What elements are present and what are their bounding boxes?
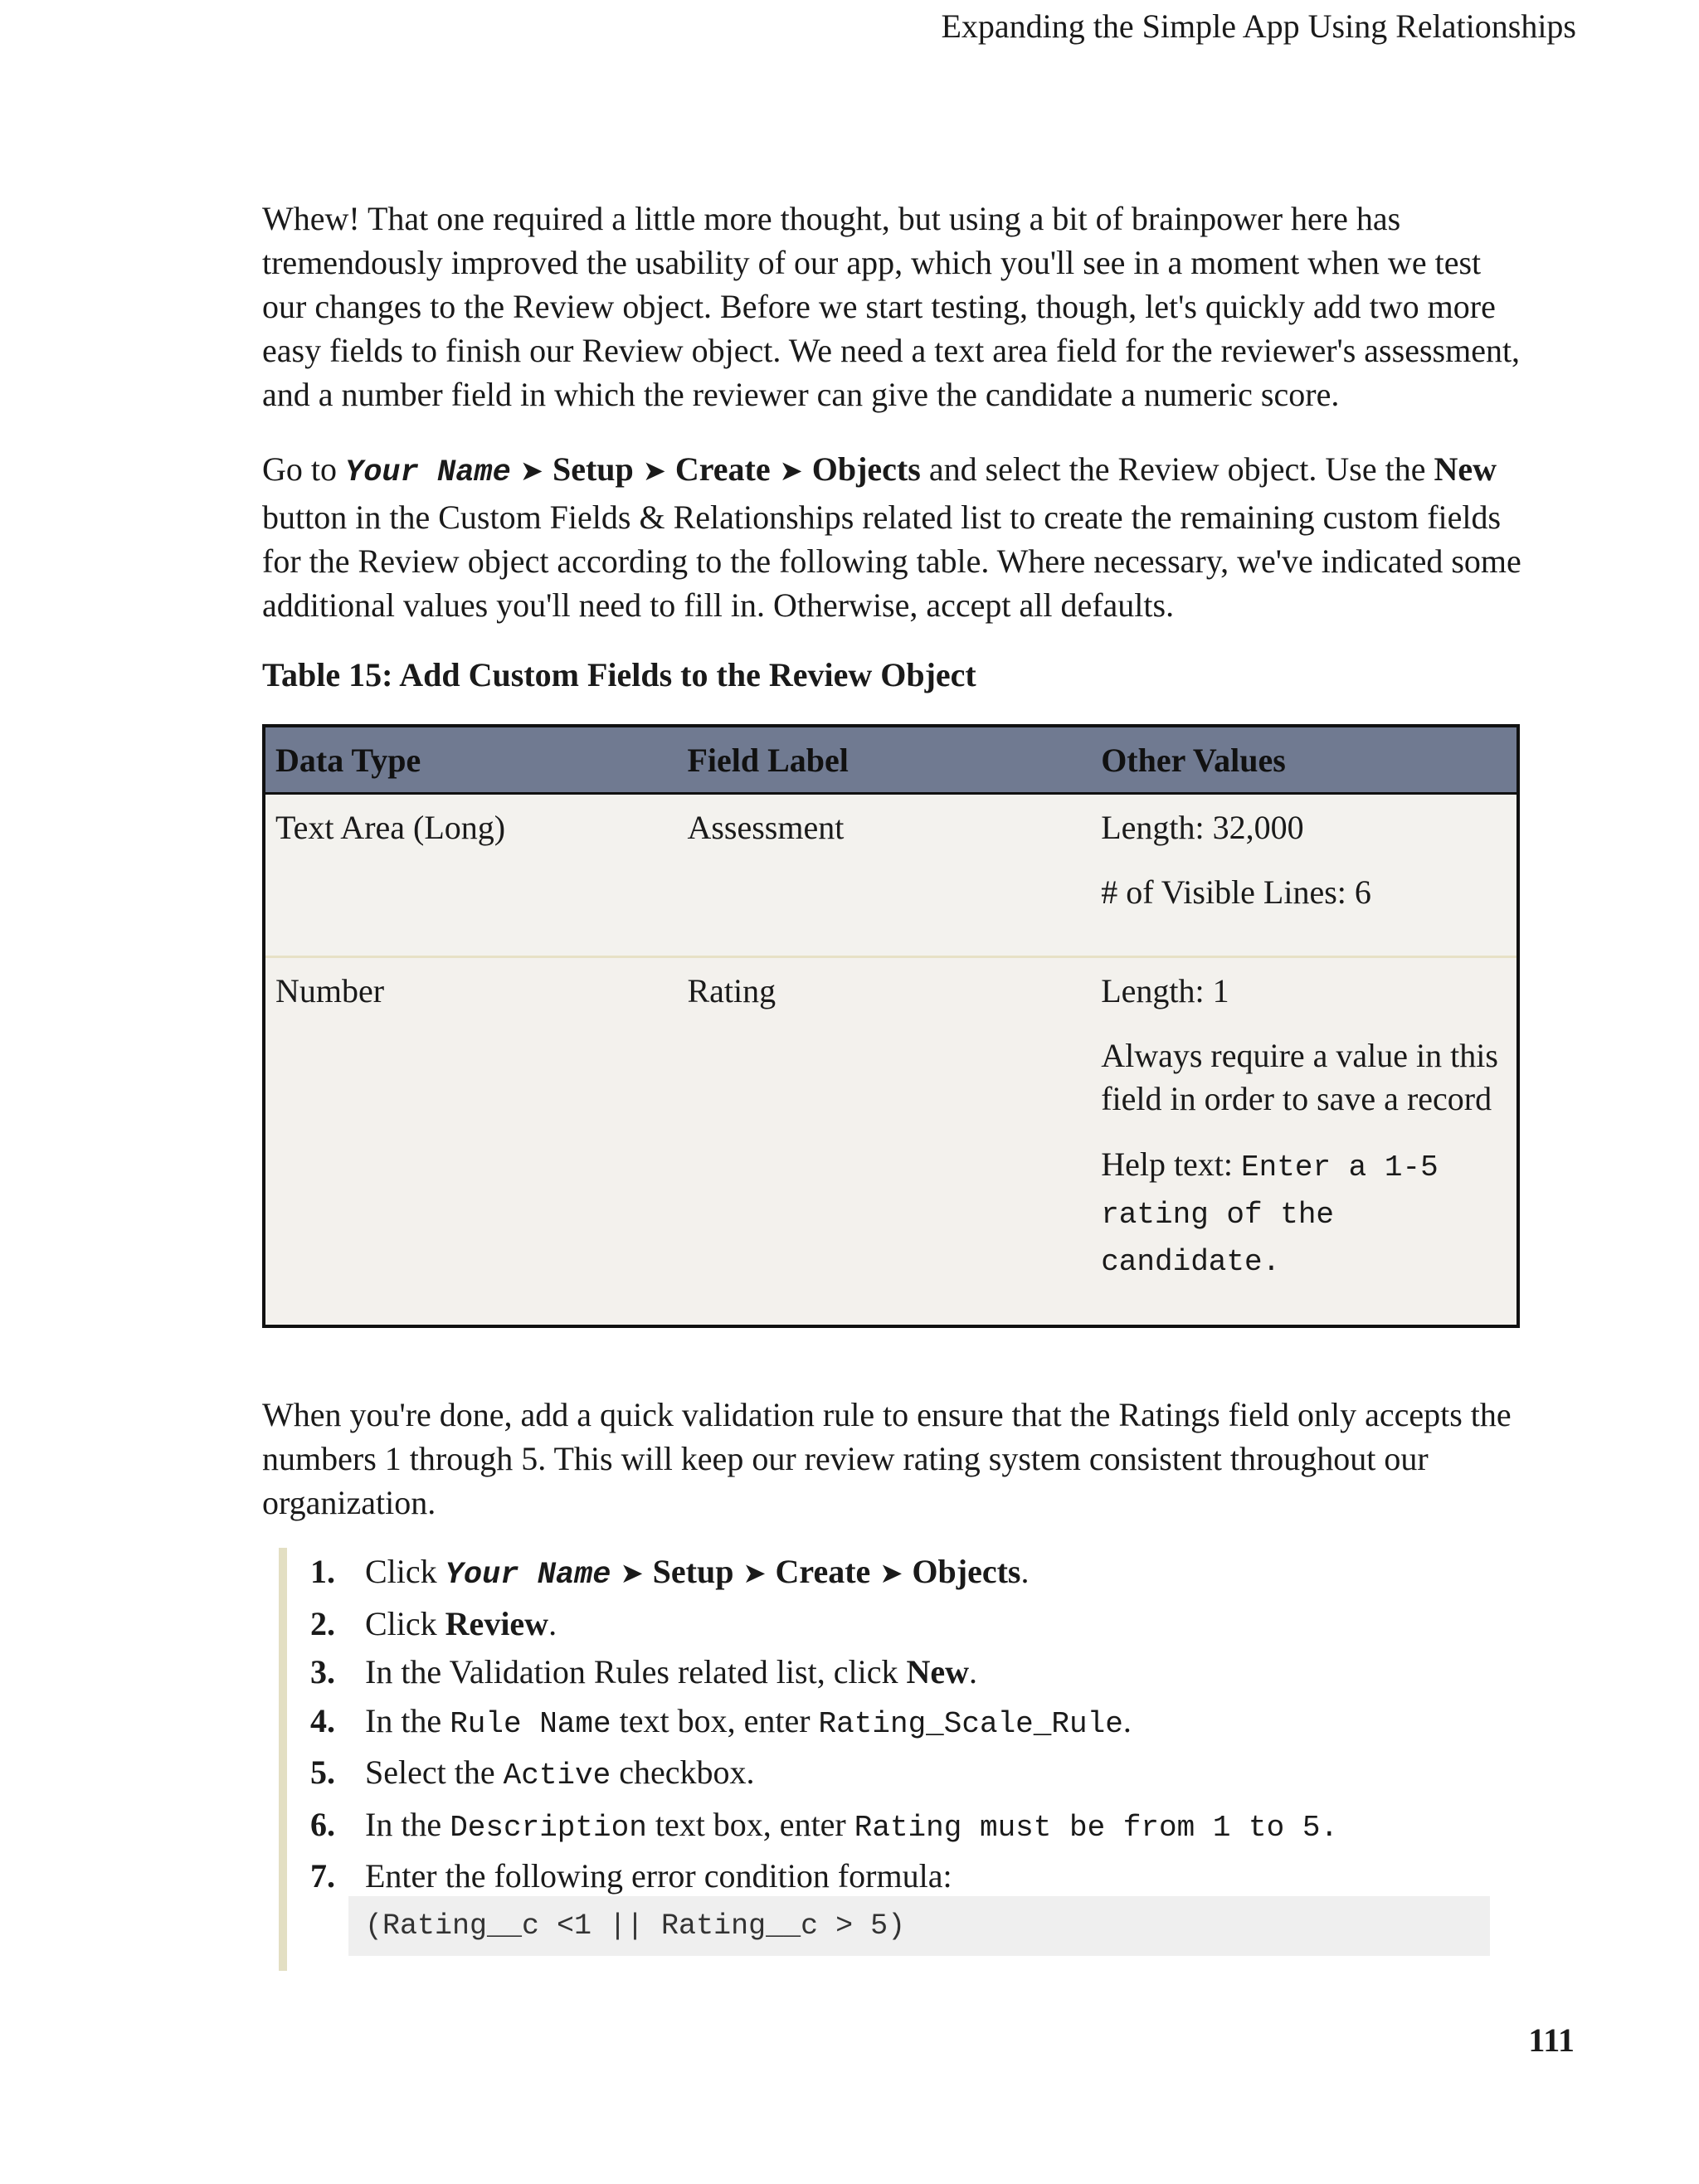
menu-arrow-icon: ➤ bbox=[870, 1557, 913, 1590]
list-item bbox=[365, 1749, 1531, 1801]
help-text-code: Enter a 1-5 rating of the candidate. bbox=[1101, 1150, 1439, 1279]
help-text-label: Help text: bbox=[1101, 1146, 1242, 1183]
field-name-code: Description bbox=[450, 1810, 647, 1845]
cell-data-type: Text Area (Long) bbox=[264, 794, 677, 957]
validation-section bbox=[262, 1393, 1523, 1525]
custom-fields-table bbox=[262, 724, 1520, 1328]
objects-menu-text: Objects bbox=[811, 450, 921, 488]
create-menu-text: Create bbox=[775, 1553, 871, 1590]
review-object-text: Review bbox=[445, 1604, 549, 1642]
cell-field-label: Assessment bbox=[677, 794, 1091, 957]
field-name-code: Rule Name bbox=[450, 1706, 611, 1741]
menu-arrow-icon: ➤ bbox=[611, 1557, 653, 1590]
list-item bbox=[365, 1548, 1531, 1600]
navigation-section bbox=[262, 447, 1523, 627]
table-row bbox=[264, 957, 1518, 1327]
page-number: 111 bbox=[1528, 2021, 1575, 2059]
validation-paragraph: When you're done, add a quick validation rule to ensure that the Ratings field only accepts the numbers 1 through 5. This will keep our review rating system consistent throughout our organization. bbox=[262, 1396, 1512, 1521]
step-text: In the Validation Rules related list, click bbox=[365, 1653, 907, 1690]
menu-arrow-icon: ➤ bbox=[633, 455, 675, 488]
step-text: Select the bbox=[365, 1754, 504, 1791]
menu-arrow-icon: ➤ bbox=[770, 455, 812, 488]
list-item bbox=[365, 1697, 1531, 1749]
other-value-length: Length: 1 bbox=[1101, 972, 1229, 1009]
step-text: text box, enter bbox=[646, 1805, 854, 1843]
cell-other-values bbox=[1091, 794, 1518, 957]
field-name-code: Active bbox=[503, 1758, 611, 1792]
new-button-text: New bbox=[906, 1653, 969, 1690]
step-text: checkbox. bbox=[611, 1754, 755, 1791]
your-name-placeholder: Your Name bbox=[345, 455, 511, 490]
table-header-row bbox=[264, 726, 1518, 794]
step-text: text box, enter bbox=[611, 1701, 819, 1739]
intro-section bbox=[262, 197, 1523, 416]
other-value-help-text bbox=[1101, 1142, 1507, 1284]
running-header: Expanding the Simple App Using Relationships bbox=[941, 7, 1576, 45]
formula-code-block: (Rating__c <1 || Rating__c > 5) bbox=[348, 1896, 1490, 1956]
setup-menu-text: Setup bbox=[652, 1553, 734, 1590]
step-text: Enter the following error condition formula: bbox=[365, 1857, 952, 1895]
header-data-type: Data Type bbox=[264, 726, 677, 794]
other-value-length: Length: 32,000 bbox=[1101, 809, 1304, 846]
objects-menu-text: Objects bbox=[912, 1553, 1021, 1590]
nav-text: and select the Review object. Use the bbox=[920, 450, 1434, 488]
new-button-text: New bbox=[1434, 450, 1497, 488]
step-text: In the bbox=[365, 1805, 450, 1843]
setup-menu-text: Setup bbox=[552, 450, 634, 488]
navigation-paragraph bbox=[262, 447, 1523, 627]
list-item bbox=[365, 1648, 1531, 1697]
cell-data-type: Number bbox=[264, 957, 677, 1327]
step-text: . bbox=[548, 1604, 557, 1642]
cell-field-label: Rating bbox=[677, 957, 1091, 1327]
your-name-placeholder: Your Name bbox=[445, 1558, 611, 1593]
create-menu-text: Create bbox=[674, 450, 771, 488]
list-item bbox=[365, 1600, 1531, 1649]
step-text: . bbox=[1020, 1553, 1030, 1590]
step-text: . bbox=[1122, 1701, 1132, 1739]
menu-arrow-icon: ➤ bbox=[733, 1557, 776, 1590]
go-to-text: Go to bbox=[262, 450, 345, 488]
value-code: Rating must be from 1 to 5. bbox=[854, 1810, 1339, 1845]
step-text: Click bbox=[365, 1553, 445, 1590]
table-row bbox=[264, 794, 1518, 957]
table-caption-section bbox=[262, 655, 1523, 694]
step-text: In the bbox=[365, 1701, 450, 1739]
header-field-label: Field Label bbox=[677, 726, 1091, 794]
table-title: Table 15: Add Custom Fields to the Review Object bbox=[262, 656, 976, 693]
value-code: Rating_Scale_Rule bbox=[818, 1706, 1123, 1741]
step-text: . bbox=[968, 1653, 977, 1690]
other-value-visible-lines: # of Visible Lines: 6 bbox=[1101, 873, 1371, 911]
procedure-steps bbox=[279, 1548, 1531, 1971]
header-other-values: Other Values bbox=[1091, 726, 1518, 794]
cell-other-values bbox=[1091, 957, 1518, 1327]
menu-arrow-icon: ➤ bbox=[510, 455, 553, 488]
intro-paragraph: Whew! That one required a little more thought, but using a bit of brainpower here has tremendously improved the usability of our app, which you'll see in a moment when we test our changes to the Review object. Before we start testing, though, let's quickly add two more easy fields to finish our Review object. We need a text area field for the reviewer's assessment, and a number field in which the reviewer can give the candidate a numeric score. bbox=[262, 200, 1521, 413]
steps-list bbox=[287, 1548, 1531, 1901]
step-text: Click bbox=[365, 1604, 445, 1642]
list-item bbox=[365, 1852, 1531, 1901]
nav-text-rest: button in the Custom Fields & Relationships related list to create the remaining custom fields for the Review object according to the following table. Where necessary, we've indicated some additional values you'll need to fill in. Otherwise, accept all defaults. bbox=[262, 499, 1521, 624]
list-item bbox=[365, 1801, 1531, 1853]
other-value-required: Always require a value in this field in order to save a record bbox=[1101, 1037, 1498, 1117]
